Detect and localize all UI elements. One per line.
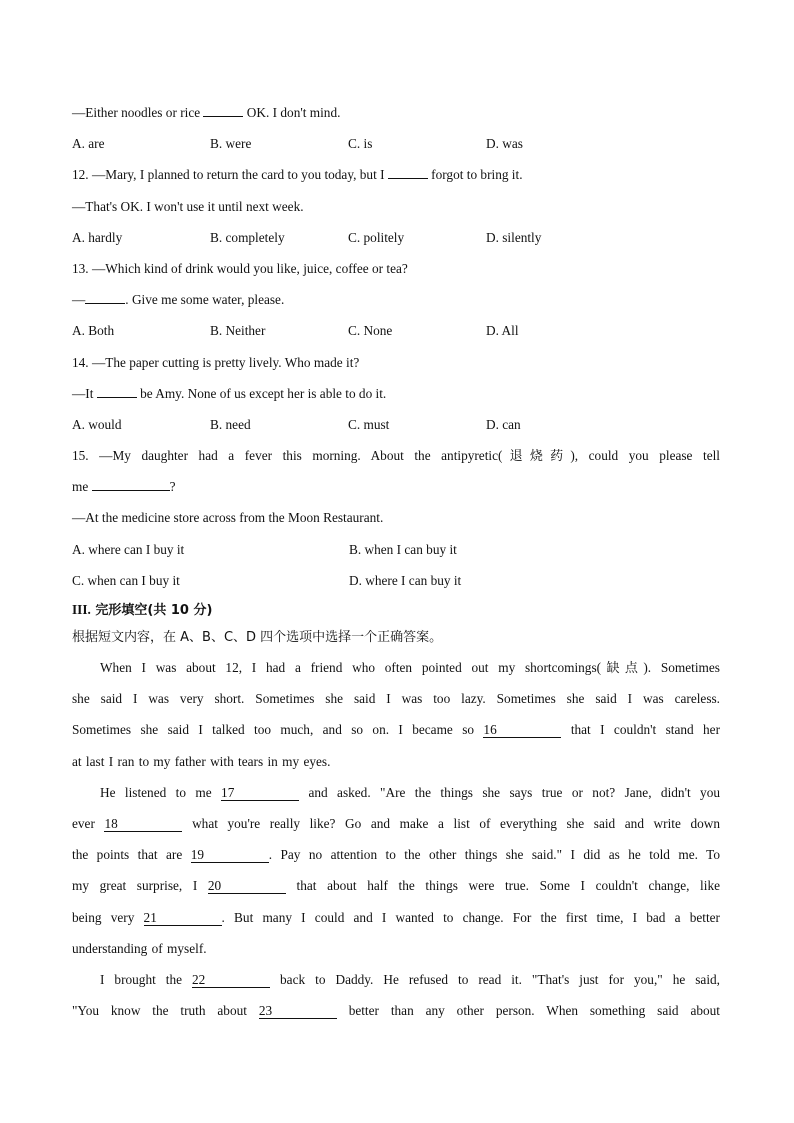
passage-text: being very (72, 909, 135, 925)
q15-question-line (72, 440, 720, 471)
option-d: D. can (486, 416, 521, 432)
cloze-passage (72, 652, 720, 1026)
cloze-blank-19: 19 (191, 848, 269, 863)
option-a: A. would (72, 416, 122, 432)
passage-text: that about half the things were true. Some I couldn't change, like (296, 878, 720, 894)
passage-line: understanding of myself. (72, 940, 207, 956)
option-a: A. where can I buy it (72, 541, 185, 557)
q15-question-line-2 (72, 471, 720, 502)
option-a: A. Both (72, 323, 115, 339)
option-b: B. Neither (210, 323, 266, 339)
cloze-blank-16: 16 (483, 723, 561, 738)
option-c: C. is (348, 136, 373, 152)
q15-question-mark: ? (169, 479, 176, 495)
option-d: D. silently (486, 229, 542, 245)
passage-text: ). Sometimes (643, 660, 720, 675)
option-c: C. None (348, 323, 393, 339)
passage-text: that I couldn't stand her (570, 722, 721, 738)
passage-text: what you're really like? Go and make a list of everything she said and write down (192, 815, 721, 831)
q15-chinese-gloss: 退烧药 (502, 449, 571, 465)
passage-line (72, 964, 720, 995)
option-c: C. must (348, 416, 390, 432)
q15-reply-line: —At the medicine store across from the Moon Restaurant. (72, 510, 384, 526)
section-title: 完形填空(共 10 分) (95, 603, 213, 618)
passage-text: ever (72, 815, 95, 831)
q13-question-line: 13. —Which kind of drink would you like, juice, coffee or tea? (72, 260, 408, 276)
passage-line (72, 902, 720, 933)
passage-text: and asked. "Are the things she says true or not? Jane, didn't you (308, 784, 720, 800)
q15-text-2: me (72, 479, 89, 495)
option-b: B. when I can buy it (349, 541, 457, 557)
q14-reply-line (72, 378, 720, 409)
passage-text: "You know the truth about (72, 1003, 247, 1019)
q15-options-row-1 (72, 534, 720, 565)
option-b: B. completely (210, 229, 285, 245)
section-heading (72, 596, 720, 623)
section-instruction: 根据短文内容，在 A、B、C、D 四个选项中选择一个正确答案。 (72, 630, 443, 645)
option-b: B. need (210, 416, 251, 432)
q14-text-end: be Amy. None of us except her is able to do it. (140, 385, 387, 401)
q13-dash: — (72, 292, 86, 308)
passage-line (72, 714, 720, 745)
passage-text: When I was about 12, I had a friend who often pointed out my shortcomings( (100, 660, 602, 675)
passage-text: . But many I could and I wanted to change. For the first time, I bad a better (221, 909, 720, 925)
cloze-blank-23: 23 (259, 1004, 337, 1019)
q12-question-line (72, 159, 720, 190)
q13-reply-line (72, 284, 720, 315)
option-d: D. was (486, 136, 523, 152)
cloze-blank-21: 21 (144, 911, 222, 926)
passage-text: back to Daddy. He refused to read it. "That's just for you," he said, (280, 971, 720, 987)
q11-text: —Either noodles or rice (72, 105, 201, 120)
q12-text-end: forgot to bring it. (431, 167, 523, 183)
q13-text-end: . Give me some water, please. (125, 292, 285, 308)
passage-line (72, 652, 720, 683)
passage-text: the points that are (72, 847, 183, 863)
passage-text: . Pay no attention to the other things she said." I did as he told me. To (268, 847, 720, 863)
passage-text: my great surprise, I (72, 878, 198, 894)
q11-text-end: OK. I don't mind. (246, 105, 341, 120)
option-a: A. hardly (72, 229, 123, 245)
q15-options-row-2 (72, 565, 720, 596)
option-b: B. were (210, 136, 252, 152)
q14-question-line: 14. —The paper cutting is pretty lively. Who made it? (72, 354, 360, 370)
q14-text: —It (72, 385, 94, 401)
option-d: D. where I can buy it (349, 572, 462, 588)
passage-text: I brought the (100, 971, 183, 987)
q12-reply-line: —That's OK. I won't use it until next week. (72, 198, 304, 214)
q14-options (72, 409, 720, 440)
answer-blank (85, 290, 125, 304)
passage-line (72, 839, 720, 870)
answer-blank (97, 384, 137, 398)
q12-options (72, 222, 720, 253)
option-d: D. All (486, 323, 519, 339)
option-c: C. politely (348, 229, 405, 245)
option-c: C. when can I buy it (72, 572, 180, 588)
q12-text: 12. —Mary, I planned to return the card to you today, but I (72, 167, 385, 183)
passage-line (72, 870, 720, 901)
section-number: III. (72, 602, 91, 617)
answer-blank (92, 477, 170, 491)
answer-blank (388, 165, 428, 179)
passage-line (72, 995, 720, 1026)
q15-text-end: ), could you please tell (570, 448, 720, 464)
q11-options (72, 128, 720, 159)
passage-text: Sometimes she said I talked too much, and so on. I became so (72, 722, 475, 738)
passage-line (72, 808, 720, 839)
passage-line: at last I ran to my father with tears in my eyes. (72, 753, 331, 769)
passage-line (72, 777, 720, 808)
cloze-blank-22: 22 (192, 973, 270, 988)
cloze-blank-20: 20 (208, 879, 286, 894)
passage-text: He listened to me (100, 784, 212, 800)
q13-options (72, 315, 720, 346)
q15-text: 15. —My daughter had a fever this morning. About the antipyretic( (72, 448, 503, 464)
q11-dialogue-line (72, 97, 720, 128)
chinese-gloss: 缺点 (601, 661, 644, 676)
cloze-blank-17: 17 (221, 786, 299, 801)
cloze-blank-18: 18 (104, 817, 182, 832)
option-a: A. are (72, 136, 105, 152)
answer-blank (203, 103, 243, 117)
passage-line: she said I was very short. Sometimes she said I was too lazy. Sometimes she said I was careless. (72, 691, 720, 707)
passage-text: better than any other person. When something said about (348, 1003, 720, 1019)
exam-page (72, 97, 720, 1026)
